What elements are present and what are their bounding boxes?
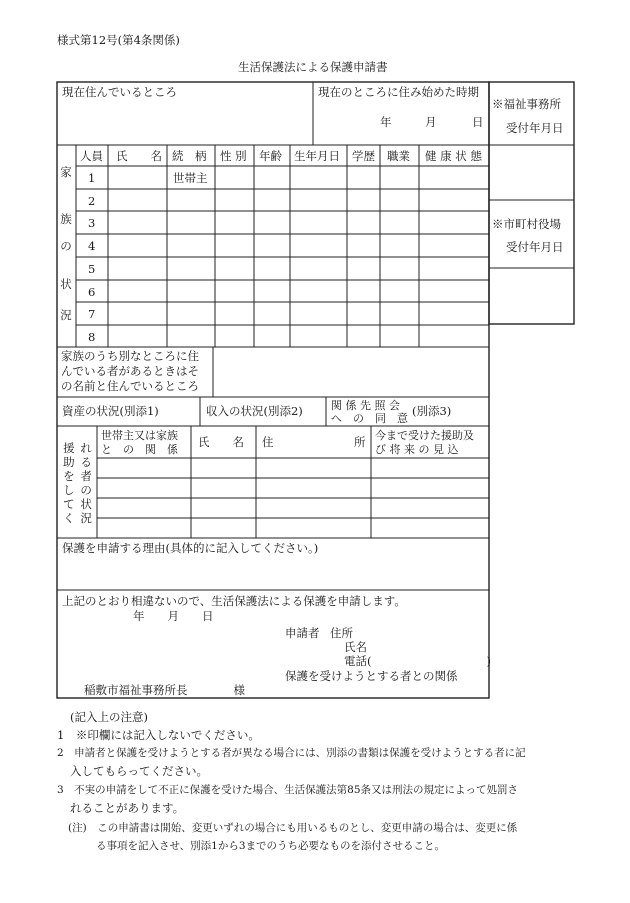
family-side-char: 状 — [60, 277, 72, 291]
family-row-number: 3 — [88, 216, 96, 230]
applicant-name-label: 氏名 — [344, 640, 367, 654]
applicant-address-label: 住所 — [330, 626, 353, 640]
form-title: 生活保護法による保護申請書 — [238, 60, 388, 74]
family-row-number: 2 — [88, 194, 96, 208]
since-month-label: 月 — [425, 115, 437, 129]
assets-label: 資産の状況(別添1) — [62, 404, 159, 418]
residence-since-label: 現在のところに住み始めた時期 — [318, 85, 479, 99]
support-side-char: 助 る — [63, 455, 93, 469]
family-header-sex: 性 別 — [220, 149, 247, 163]
stamp-box-border — [489, 82, 574, 324]
note-3-line2: れることがあります。 — [70, 801, 185, 815]
support-address-header-left: 住 — [262, 435, 274, 449]
family-header-count: 人員 — [80, 149, 103, 163]
separate-residence-label: 家族のうち別なところに住 — [61, 349, 199, 363]
family-row-number: 8 — [88, 330, 96, 344]
head-of-household-cell: 世帯主 — [173, 171, 208, 185]
since-year-label: 年 — [380, 115, 392, 129]
city-received-date-label: 受付年月日 — [506, 240, 564, 254]
applicant-phone-label: 電話( ) — [344, 654, 491, 668]
family-row-number: 4 — [88, 239, 96, 253]
family-header-health: 健 康 状 態 — [425, 149, 482, 163]
income-label: 収入の状況(別添2) — [206, 404, 303, 418]
city-office-stamp-label: ※市町村役場 — [492, 217, 561, 231]
family-side-char: 況 — [60, 308, 72, 322]
declaration-text: 上記のとおり相違ないので、生活保護法による保護を申請します。 — [62, 594, 406, 608]
family-header-occupation: 職業 — [387, 149, 410, 163]
family-header-name: 氏 名 — [116, 149, 162, 163]
support-relation-header-2: と の 関 係 — [101, 443, 178, 456]
separate-residence-label: んでいる者があるときはそ — [61, 364, 199, 378]
family-header-education: 学歴 — [352, 149, 375, 163]
consent-label-line2: へ の 同 意 — [331, 412, 408, 425]
support-side-char: く 況 — [63, 511, 93, 525]
support-history-header-1: 今まで受けた援助及 — [375, 429, 474, 442]
support-side-char: 援 れ — [63, 441, 93, 455]
applicant-relation-label: 保護を受けようとする者との関係 — [285, 669, 458, 683]
form-number: 様式第12号(第4条関係) — [57, 33, 180, 47]
applicant-label: 申請者 — [285, 626, 320, 640]
current-address-label: 現在住んでいるところ — [62, 85, 177, 99]
caution-line1: (注) この申請書は開始、変更いずれの場合にも用いるものとし、変更申請の場合は、変更に係 — [68, 822, 518, 834]
note-3-line1: 3 不実の申請をして不正に保護を受けた場合、生活保護法第85条又は刑法の規定によって処罰さ — [57, 784, 519, 796]
support-relation-header-1: 世帯主又は家族 — [101, 429, 178, 442]
note-2-line1: 2 申請者と保護を受けようとする者が異なる場合には、別添の書類は保護を受けようとする者に記 — [57, 747, 526, 759]
family-header-relation: 続 柄 — [172, 149, 207, 163]
family-row-number: 5 — [88, 262, 96, 276]
support-address-header-right: 所 — [354, 435, 366, 449]
separate-residence-label: の名前と住んでいるところ — [61, 379, 199, 393]
support-history-header-2: び 将 来 の 見 込 — [375, 443, 459, 456]
consent-label-line1: 関 係 先 照 会 — [331, 399, 400, 412]
application-reason-label: 保護を申請する理由(具体的に記入してください。) — [62, 541, 319, 555]
family-header-birthdate: 生年月日 — [294, 149, 340, 163]
welfare-office-stamp-label: ※福祉事務所 — [492, 97, 561, 111]
family-row-number: 1 — [88, 171, 96, 185]
family-side-char: 家 — [60, 165, 72, 179]
since-day-label: 日 — [472, 115, 484, 129]
addressee-label: 稲敷市福祉事務所長 様 — [84, 683, 245, 697]
support-name-header: 氏 名 — [198, 435, 244, 449]
family-side-char: 族 — [60, 212, 72, 226]
declaration-date: 年 月 日 — [133, 609, 214, 623]
caution-line2: る事項を記入させ、別添1から3までのうち必要なものを添付させること。 — [96, 840, 446, 852]
welfare-received-date-label: 受付年月日 — [506, 121, 564, 135]
notes-heading: (記入上の注意) — [70, 710, 148, 724]
note-2-line2: 入してもらってください。 — [70, 764, 208, 778]
family-side-char: の — [60, 239, 72, 253]
family-header-age: 年齢 — [259, 149, 282, 163]
support-side-char: し の — [63, 483, 93, 497]
consent-reference: (別添3) — [412, 404, 452, 418]
note-1: 1 ※印欄には記入しないでください。 — [57, 728, 260, 742]
family-row-number: 6 — [88, 285, 96, 299]
support-side-char: を 者 — [63, 469, 93, 483]
family-row-number: 7 — [88, 307, 96, 321]
support-side-char: て 状 — [63, 497, 93, 511]
